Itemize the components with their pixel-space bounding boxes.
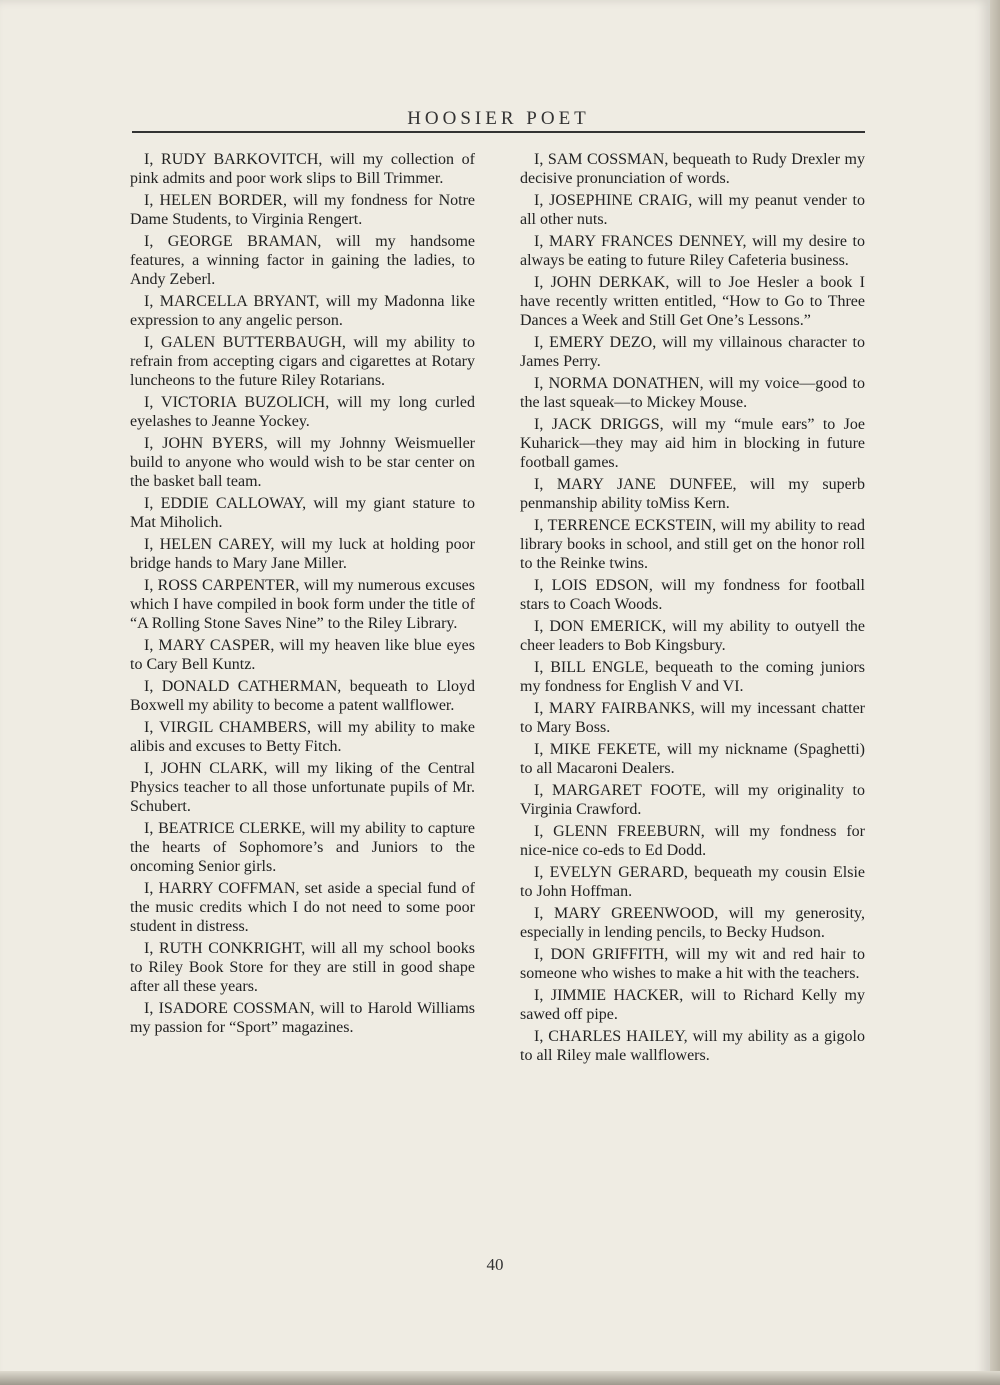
will-entry: I, HELEN CAREY, will my luck at holding poor bridge hands to Mary Jane Miller. — [130, 536, 475, 572]
will-entry: I, GLENN FREEBURN, will my fondness for nice-nice co-eds to Ed Dodd. — [520, 823, 865, 859]
will-entry: I, MIKE FEKETE, will my nickname (Spaghetti) to all Macaroni Dealers. — [520, 741, 865, 777]
will-entry: I, MARY FAIRBANKS, will my incessant chatter to Mary Boss. — [520, 700, 865, 736]
will-entry: I, LOIS EDSON, will my fondness for football stars to Coach Woods. — [520, 577, 865, 613]
will-entry: I, EMERY DEZO, will my villainous character to James Perry. — [520, 334, 865, 370]
running-header: HOOSIER POET — [407, 108, 590, 129]
will-entry: I, JACK DRIGGS, will my “mule ears” to Joe Kuharick—they may aid him in blocking in future football games. — [520, 416, 865, 471]
will-entry: I, CHARLES HAILEY, will my ability as a gigolo to all Riley male wallflowers. — [520, 1028, 865, 1064]
will-entry: I, DON GRIFFITH, will my wit and red hair to someone who wishes to make a hit with the teachers. — [520, 946, 865, 982]
will-entry: I, GALEN BUTTERBAUGH, will my ability to refrain from accepting cigars and cigarettes at Rotary luncheons to the future Riley Rotarians. — [130, 334, 475, 389]
will-entry: I, JIMMIE HACKER, will to Richard Kelly my sawed off pipe. — [520, 987, 865, 1023]
will-entry: I, DONALD CATHERMAN, bequeath to Lloyd Boxwell my ability to become a patent wallflower. — [130, 678, 475, 714]
will-entry: I, DON EMERICK, will my ability to outyell the cheer leaders to Bob Kingsbury. — [520, 618, 865, 654]
will-entry: I, JOSEPHINE CRAIG, will my peanut vender to all other nuts. — [520, 192, 865, 228]
will-entry: I, ISADORE COSSMAN, will to Harold Williams my passion for “Sport” magazines. — [130, 1000, 475, 1036]
will-entry: I, JOHN CLARK, will my liking of the Central Physics teacher to all those unfortunate pupils of Mr. Schubert. — [130, 760, 475, 815]
will-entry: I, ROSS CARPENTER, will my numerous excuses which I have compiled in book form under the title of “A Rolling Stone Saves Nine” to the Riley Library. — [130, 577, 475, 632]
header-rule — [132, 131, 865, 133]
will-entry: I, EVELYN GERARD, bequeath my cousin Elsie to John Hoffman. — [520, 864, 865, 900]
will-entry: I, SAM COSSMAN, bequeath to Rudy Drexler my decisive pronunciation of words. — [520, 151, 865, 187]
will-entry: I, MARY CASPER, will my heaven like blue eyes to Cary Bell Kuntz. — [130, 637, 475, 673]
page-number: 40 — [486, 1255, 504, 1274]
will-entry: I, VICTORIA BUZOLICH, will my long curled eyelashes to Jeanne Yockey. — [130, 394, 475, 430]
will-entry: I, EDDIE CALLOWAY, will my giant stature to Mat Miholich. — [130, 495, 475, 531]
will-entry: I, TERRENCE ECKSTEIN, will my ability to read library books in school, and still get on the honor roll to the Reinke twins. — [520, 517, 865, 572]
will-entry: I, MARY FRANCES DENNEY, will my desire to always be eating to future Riley Cafeteria business. — [520, 233, 865, 269]
will-entry: I, NORMA DONATHEN, will my voice—good to the last squeak—to Mickey Mouse. — [520, 375, 865, 411]
will-entry: I, MARCELLA BRYANT, will my Madonna like expression to any angelic person. — [130, 293, 475, 329]
will-entry: I, MARY JANE DUNFEE, will my superb penmanship ability toMiss Kern. — [520, 476, 865, 512]
will-entry: I, HELEN BORDER, will my fondness for Notre Dame Students, to Virginia Rengert. — [130, 192, 475, 228]
will-entry: I, JOHN BYERS, will my Johnny Weismueller build to anyone who would wish to be star center on the basket ball team. — [130, 435, 475, 490]
will-entry: I, BEATRICE CLERKE, will my ability to capture the hearts of Sophomore’s and Juniors to the oncoming Senior girls. — [130, 820, 475, 875]
right-column — [520, 150, 865, 1068]
will-entry: I, HARRY COFFMAN, set aside a special fund of the music credits which I do not need to some poor student in distress. — [130, 880, 475, 935]
will-entry: I, RUTH CONKRIGHT, will all my school books to Riley Book Store for they are still in good shape after all these years. — [130, 940, 475, 995]
will-entry: I, MARGARET FOOTE, will my originality to Virginia Crawford. — [520, 782, 865, 818]
page-edge — [990, 0, 1000, 1385]
will-entry: I, JOHN DERKAK, will to Joe Hesler a book I have recently written entitled, “How to Go to Three Dances a Week and Still Get One’s Lessons.” — [520, 274, 865, 329]
page-bottom-edge — [0, 1371, 1000, 1385]
left-column — [130, 150, 475, 1040]
will-entry: I, VIRGIL CHAMBERS, will my ability to make alibis and excuses to Betty Fitch. — [130, 719, 475, 755]
will-entry: I, GEORGE BRAMAN, will my handsome features, a winning factor in gaining the ladies, to Andy Zeberl. — [130, 233, 475, 288]
will-entry: I, MARY GREENWOOD, will my generosity, especially in lending pencils, to Becky Hudson. — [520, 905, 865, 941]
will-entry: I, BILL ENGLE, bequeath to the coming juniors my fondness for English V and VI. — [520, 659, 865, 695]
will-entry: I, RUDY BARKOVITCH, will my collection of pink admits and poor work slips to Bill Trimmer. — [130, 151, 475, 187]
